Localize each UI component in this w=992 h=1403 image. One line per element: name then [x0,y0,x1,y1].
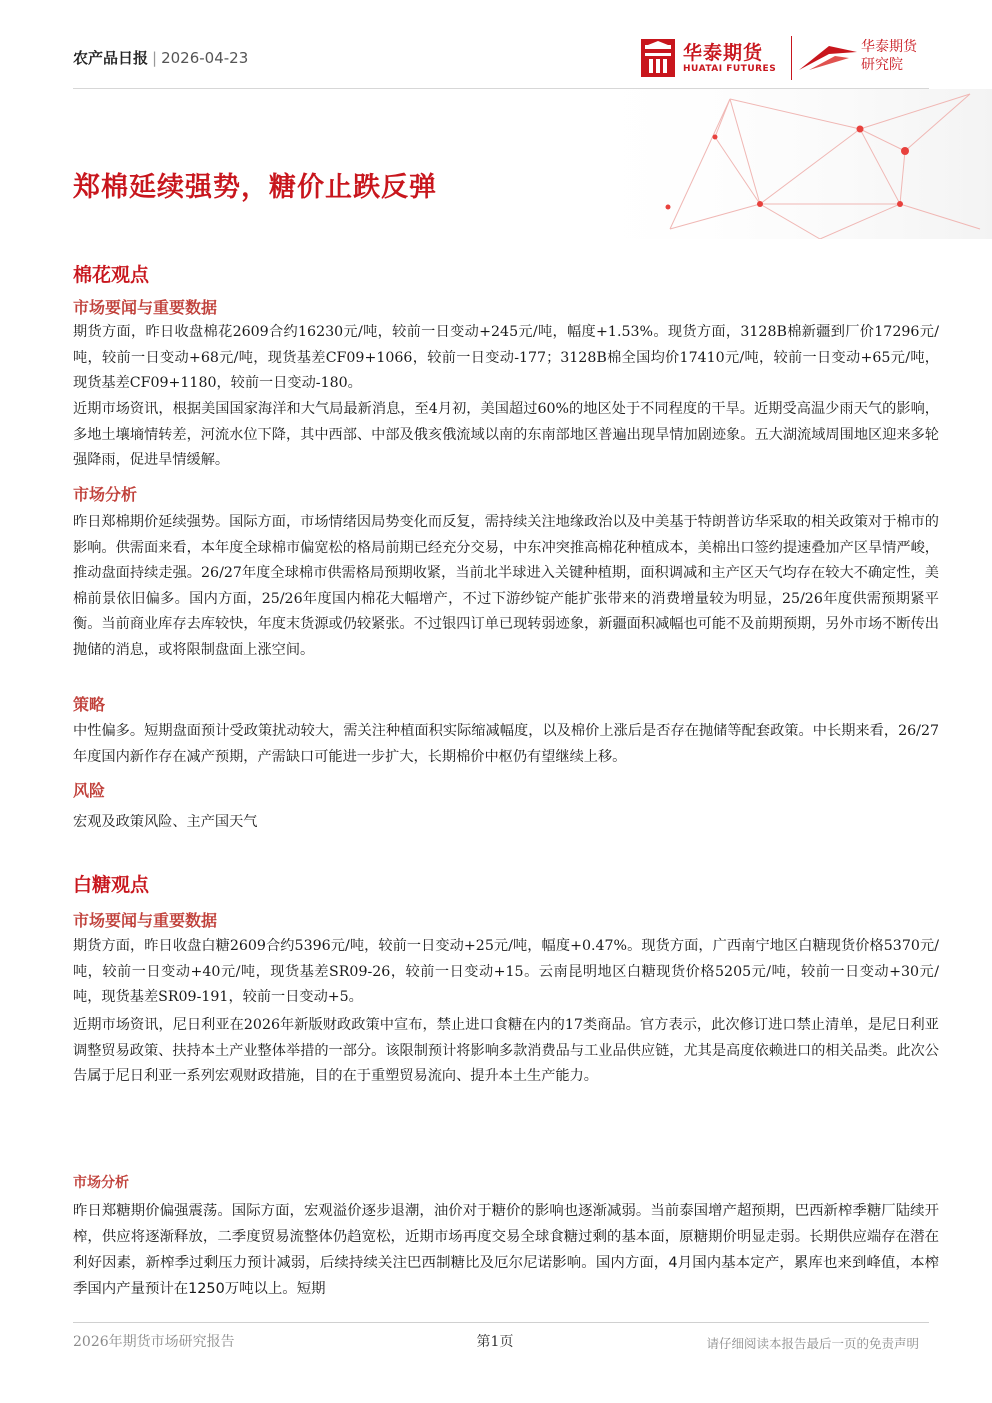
brand-logo [641,36,931,84]
brand-name-en: HUATAI FUTURES [683,64,777,74]
page-number: 第1页 [476,1334,514,1350]
cotton-news-heading: 市场要闻与重要数据 [73,298,218,317]
footer-divider [73,1322,929,1323]
sugar-analysis-heading: 市场分析 [73,1175,129,1191]
sugar-news-paragraph-2: 近期市场资讯，尼日利亚在2026年新版财政政策中宣布，禁止进口食糖在内的17类商品。官方表示，此次修订进口禁止清单，是尼日利亚调整贸易政策、扶持本土产业整体举措的一部分。该限制预计将影响多款消费品与工业品供应链，尤其是高度依赖进口的相关品类。此次公告属于尼日利亚一系列宏观财政措施，目的在于重塑贸易流向、提升本土生产能力。 [73,1017,939,1084]
research-brand-line1: 华泰期货 [861,39,917,55]
cotton-analysis-heading: 市场分析 [73,485,138,504]
sugar-news-heading: 市场要闻与重要数据 [73,911,218,930]
report-date: 2026-04-23 [161,49,249,67]
report-type: 农产品日报 [73,49,149,67]
page-title: 郑棉延续强势，糖价止跌反弹 [73,172,437,203]
network-decoration-icon [560,89,992,239]
cotton-news-paragraph-1: 期货方面，昨日收盘棉花2609合约16230元/吨，较前一日变动+245元/吨，幅度+1.53%。现货方面，3128B棉新疆到厂价17296元/吨，较前一日变动+68元/吨，现货基差CF09+1066，较前一日变动-177；3128B棉全国均价17410元/吨，较前一日变动+65元/吨，现货基差CF09+1180，较前一日变动-180。 [73,324,939,391]
research-brand-line2: 研究院 [861,57,903,73]
cotton-analysis-paragraph: 昨日郑棉期价延续强势。国际方面，市场情绪因局势变化而反复，需持续关注地缘政治以及中美基于特朗普访华采取的相关政策对于棉市的影响。供需面来看，本年度全球棉市偏宽松的格局前期已经充分交易，中东冲突推高棉花种植成本，美棉出口签约提速叠加产区旱情严峻，推动盘面持续走强。26/27年度全球棉市供需格局预期收紧，当前北半球进入关键种植期，面积调减和主产区天气均存在较大不确定性，美棉前景依旧偏多。国内方面，25/26年度国内棉花大幅增产，不过下游纱锭产能扩张带来的消费增量较为明显，25/26年度供需预期紧平衡。当前商业库存去库较快，年度末货源或仍较紧张。不过银四订单已现转弱迹象，新疆面积减幅也可能不及前期预期，另外市场不断传出抛储的消息，或将限制盘面上涨空间。 [73,514,939,658]
header-separator: | [152,49,158,67]
brand-divider [791,36,792,80]
research-institute-logo-icon [799,42,857,72]
footer-disclaimer: 请仔细阅读本报告最后一页的免责声明 [706,1336,919,1351]
sugar-news-paragraph-1: 期货方面，昨日收盘白糖2609合约5396元/吨，较前一日变动+25元/吨，幅度+0.47%。现货方面，广西南宁地区白糖现货价格5370元/吨，较前一日变动+40元/吨，现货基差SR09-26，较前一日变动+15。云南昆明地区白糖现货价格5205元/吨，较前一日变动+30元/吨，现货基差SR09-191，较前一日变动+5。 [73,938,939,1005]
sugar-analysis-paragraph: 昨日郑糖期价偏强震荡。国际方面，宏观溢价逐步退潮，油价对于糖价的影响也逐渐减弱。当前泰国增产超预期，巴西新榨季糖厂陆续开榨，供应将逐渐释放，二季度贸易流整体仍趋宽松，近期市场再度交易全球食糖过剩的基本面，原糖期价明显走弱。长期供应端存在潜在利好因素，新榨季过剩压力预计减弱，后续持续关注巴西制糖比及厄尔尼诺影响。国内方面，4月国内基本定产，累库也来到峰值，本榨季国内产量预计在1250万吨以上。短期 [73,1203,939,1297]
brand-name-cn: 华泰期货 [683,42,764,64]
huatai-logo-icon [641,39,675,77]
cotton-strategy-heading: 策略 [73,695,106,714]
cotton-risk-heading: 风险 [73,781,106,800]
report-header [73,47,248,68]
cotton-risk-paragraph: 宏观及政策风险、主产国天气 [73,814,258,830]
cotton-heading: 棉花观点 [73,264,150,286]
footer-report-name: 2026年期货市场研究报告 [73,1334,235,1350]
cotton-strategy-paragraph: 中性偏多。短期盘面预计受政策扰动较大，需关注种植面积实际缩减幅度，以及棉价上涨后是否存在抛储等配套政策。中长期来看，26/27年度国内新作存在减产预期，产需缺口可能进一步扩大，长期棉价中枢仍有望继续上移。 [73,723,939,765]
cotton-news-paragraph-2: 近期市场资讯，根据美国国家海洋和大气局最新消息，至4月初，美国超过60%的地区处于不同程度的干旱。近期受高温少雨天气的影响，多地土壤墒情转差，河流水位下降，其中西部、中部及俄亥俄流域以南的东南部地区普遍出现旱情加剧迹象。五大湖流域周围地区迎来多轮强降雨，促进旱情缓解。 [73,401,939,468]
sugar-heading: 白糖观点 [73,874,150,896]
research-institute-name [861,38,917,74]
